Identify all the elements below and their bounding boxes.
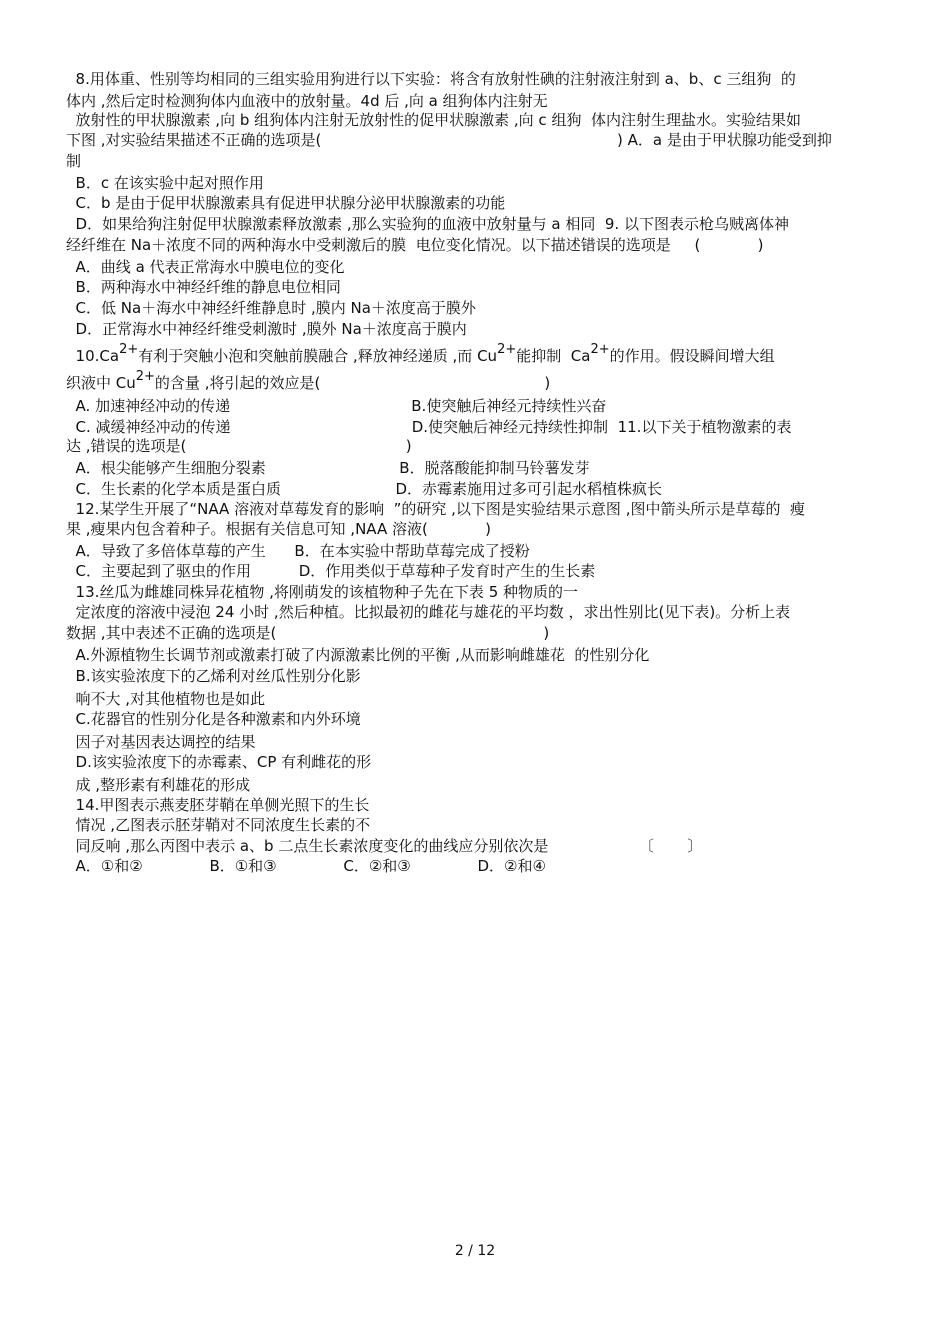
text-line: A．①和② B．①和③ C．②和③ D．②和④ (66, 857, 546, 875)
question-10-line-1: 10.Ca2+有利于突触小泡和突触前膜融合 ,释放神经递质 ,而 Cu2+能抑制 Ca2+的作用。假设瞬间增大组 (66, 342, 775, 365)
text-line: B.该实验浓度下的乙烯利对丝瓜性别分化影 (66, 667, 361, 685)
text-line: 数据 ,其中表述不正确的选项是( ) (66, 624, 550, 642)
text-line: C．主要起到了驱虫的作用 D．作用类似于草莓种子发育时产生的生长素 (66, 562, 596, 580)
text-line: 成 ,整形素有利雄花的形成 (66, 776, 251, 794)
text-line: D.该实验浓度下的赤霉素、CP 有利雌花的形 (66, 753, 372, 771)
text-line: A．根尖能够产生细胞分裂素 B．脱落酸能抑制马铃薯发芽 (66, 459, 590, 477)
text-line: 体内 ,然后定时检测狗体内血液中的放射量。4d 后 ,向 a 组狗体内注射无 (66, 92, 548, 110)
text-line: 响不大 ,对其他植物也是如此 (66, 690, 266, 708)
text-line: 下图 ,对实验结果描述不正确的选项是( ) A．a 是由于甲状腺功能受到抑 (66, 131, 832, 149)
text-line: D．正常海水中神经纤维受刺激时 ,膜外 Na＋浓度高于膜内 (66, 320, 467, 338)
text-line: 同反响 ,那么丙图中表示 a、b 二点生长素浓度变化的曲线应分别依次是 〔 〕 (66, 837, 703, 855)
question-10-line-2: 织液中 Cu2+的含量 ,将引起的效应是( ) (66, 369, 551, 392)
text-line: C．生长素的化学本质是蛋白质 D．赤霉素施用过多可引起水稻植株疯长 (66, 480, 662, 498)
text-line: C．低 Na＋海水中神经纤维静息时 ,膜内 Na＋浓度高于膜外 (66, 299, 476, 317)
text-line: 因子对基因表达调控的结果 (66, 733, 256, 751)
text-line: A．曲线 a 代表正常海水中膜电位的变化 (66, 258, 345, 276)
text-line: B．两种海水中神经纤维的静息电位相同 (66, 278, 341, 296)
text-line: A. 加速神经冲动的传递 B.使突触后神经元持续性兴奋 (66, 397, 607, 415)
text-line: 放射性的甲状腺激素 ,向 b 组狗体内注射无放射性的促甲状腺激素 ,向 c 组狗 体内注射生理盐水。实验结果如 (66, 111, 801, 129)
text-line: 14.甲图表示燕麦胚芽鞘在单侧光照下的生长 (66, 796, 370, 814)
text-line: 制 (66, 152, 82, 170)
text-line: A.外源植物生长调节剂或激素打破了内源激素比例的平衡 ,从而影响雌雄花 的性别分化 (66, 646, 650, 664)
text-line: 经纤维在 Na＋浓度不同的两种海水中受刺激后的膜 电位变化情况。以下描述错误的选项是 ( ) (66, 236, 764, 254)
page-number: 2 / 12 (454, 1243, 496, 1259)
text-line: C．b 是由于促甲状腺激素具有促进甲状腺分泌甲状腺激素的功能 (66, 194, 506, 212)
text-line: B．c 在该实验中起对照作用 (66, 174, 264, 192)
text-line: 果 ,瘦果内包含着种子。根据有关信息可知 ,NAA 溶液( ) (66, 520, 491, 538)
text-line: 定浓度的溶液中浸泡 24 小时 ,然后种植。比拟最初的雌花与雄花的平均数 ，求出性别比(见下表)。分析上表 (66, 603, 791, 621)
text-line: A．导致了多倍体草莓的产生 B．在本实验中帮助草莓完成了授粉 (66, 542, 530, 560)
text-line: 13.丝瓜为雌雄同株异花植物 ,将刚萌发的该植物种子先在下表 5 种物质的一 (66, 583, 579, 601)
text-line: C.花器官的性别分化是各种激素和内外环境 (66, 710, 361, 728)
text-line: 情况 ,乙图表示胚芽鞘对不同浓度生长素的不 (66, 816, 371, 834)
text-line: 达 ,错误的选项是( ) (66, 437, 412, 455)
text-line: 12.某学生开展了“NAA 溶液对草莓发育的影响 ”的研究 ,以下图是实验结果示意图 ,图中箭头所示是草莓的 瘦 (66, 500, 806, 518)
text-line: C. 减缓神经冲动的传递 D.使突触后神经元持续性抑制 11.以下关于植物激素的表 (66, 418, 792, 436)
text-line: D．如果给狗注射促甲状腺激素释放激素 ,那么实验狗的血液中放射量与 a 相同 9. 以下图表示枪乌贼离体神 (66, 215, 789, 233)
text-line: 8.用体重、性别等均相同的三组实验用狗进行以下实验：将含有放射性碘的注射液注射到 a、b、c 三组狗 的 (66, 70, 796, 88)
